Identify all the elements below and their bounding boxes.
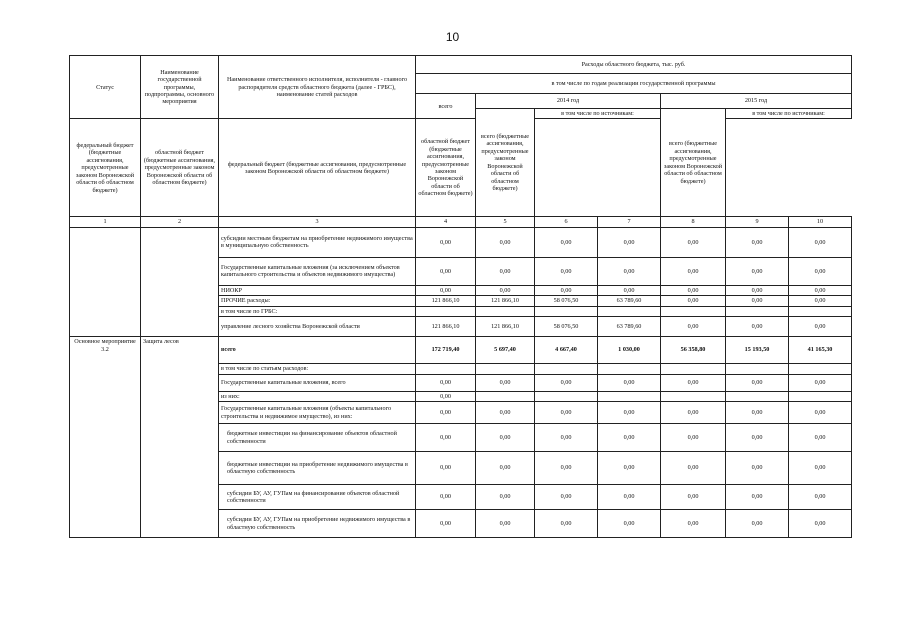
value-cell: 0,00 <box>416 510 476 538</box>
value-cell: 0,00 <box>726 285 789 295</box>
page-number: 10 <box>445 30 460 44</box>
value-cell: 121 866,10 <box>416 317 476 337</box>
value-cell: 5 697,40 <box>476 337 535 364</box>
value-cell: 0,00 <box>598 402 661 424</box>
value-cell: 0,00 <box>535 485 598 510</box>
value-cell: 0,00 <box>726 402 789 424</box>
value-cell: 0,00 <box>416 391 476 401</box>
row-name: Государственные капитальные вложения (за исключением объектов капитального строительства и объектов недвижимого имущества) <box>219 257 416 285</box>
value-cell: 0,00 <box>416 285 476 295</box>
value-cell: 0,00 <box>726 510 789 538</box>
value-cell <box>726 306 789 316</box>
value-cell <box>726 364 789 374</box>
value-cell: 0,00 <box>535 227 598 257</box>
budget-table <box>69 55 852 538</box>
row-name: в том числе по ГРБС: <box>219 306 416 316</box>
value-cell: 4 667,40 <box>535 337 598 364</box>
row-name: бюджетные инвестиции на финансирование объектов областной собственности <box>219 424 416 452</box>
value-cell: 0,00 <box>789 374 852 391</box>
value-cell <box>535 364 598 374</box>
value-cell: 0,00 <box>661 296 726 306</box>
value-cell <box>789 306 852 316</box>
value-cell: 63 789,60 <box>598 296 661 306</box>
value-cell <box>476 391 535 401</box>
header-by-sources-2014: в том числе по источникам: <box>535 109 661 119</box>
row-name: субсидии БУ, АУ, ГУПам на приобретение недвижимого имущества в областную собственность <box>219 510 416 538</box>
header-status: Статус <box>70 56 141 119</box>
value-cell: 0,00 <box>789 485 852 510</box>
row-name: Государственные капитальные вложения, всего <box>219 374 416 391</box>
header-regional-2015: областной бюджет (бюджетные ассигнования, предусмотренные законом Воронежской области об областном бюджете) <box>416 119 476 217</box>
value-cell: 0,00 <box>661 374 726 391</box>
header-federal-2015: федеральный бюджет (бюджетные ассигнования, предусмотренные законом Воронежской области об областном бюджете) <box>219 119 416 217</box>
value-cell: 0,00 <box>789 257 852 285</box>
header-total-budget-2015: всего (бюджетные ассигнования, предусмотренные законом Воронежской области об областном бюджете) <box>661 109 726 217</box>
value-cell <box>476 306 535 316</box>
value-cell: 56 358,80 <box>661 337 726 364</box>
row-name: всего <box>219 337 416 364</box>
value-cell: 0,00 <box>661 485 726 510</box>
value-cell: 0,00 <box>789 510 852 538</box>
col-number: 7 <box>598 217 661 227</box>
header-total-budget-2014: всего (бюджетные ассигнования, предусмотренные законом Воронежской области об областном бюджете) <box>476 109 535 217</box>
value-cell: 0,00 <box>416 452 476 485</box>
value-cell: 0,00 <box>416 257 476 285</box>
event-name: Защита лесов <box>141 337 219 538</box>
row-name: Государственные капитальные вложения (объекты капитального строительства и недвижимое имущество), из них: <box>219 402 416 424</box>
value-cell: 0,00 <box>661 402 726 424</box>
value-cell: 121 866,10 <box>476 317 535 337</box>
value-cell: 0,00 <box>476 374 535 391</box>
value-cell: 0,00 <box>726 296 789 306</box>
value-cell: 15 193,50 <box>726 337 789 364</box>
header-year-2014: 2014 год <box>476 94 661 109</box>
col-number: 9 <box>726 217 789 227</box>
value-cell: 0,00 <box>598 485 661 510</box>
header-federal-2014: федеральный бюджет (бюджетные ассигнования, предусмотренные законом Воронежской области об областном бюджете) <box>70 119 141 217</box>
col-number: 4 <box>416 217 476 227</box>
col-number: 3 <box>219 217 416 227</box>
row-name: в том числе по статьям расходов: <box>219 364 416 374</box>
value-cell <box>598 306 661 316</box>
value-cell: 0,00 <box>789 424 852 452</box>
row-name: НИОКР <box>219 285 416 295</box>
value-cell: 0,00 <box>476 485 535 510</box>
value-cell: 0,00 <box>476 424 535 452</box>
header-total: всего <box>416 94 476 119</box>
col-number: 5 <box>476 217 535 227</box>
value-cell: 0,00 <box>535 285 598 295</box>
value-cell: 0,00 <box>789 402 852 424</box>
value-cell: 0,00 <box>476 510 535 538</box>
value-cell: 0,00 <box>535 402 598 424</box>
value-cell: 121 866,10 <box>416 296 476 306</box>
header-year-2015: 2015 год <box>661 94 852 109</box>
value-cell: 0,00 <box>598 285 661 295</box>
value-cell: 0,00 <box>476 227 535 257</box>
col-number: 1 <box>70 217 141 227</box>
value-cell <box>416 364 476 374</box>
header-by-sources-2015: в том числе по источникам: <box>726 109 852 119</box>
header-by-years: в том числе по годам реализации государственной программы <box>416 74 852 94</box>
value-cell: 0,00 <box>598 424 661 452</box>
value-cell: 58 076,50 <box>535 317 598 337</box>
value-cell: 121 866,10 <box>476 296 535 306</box>
value-cell: 1 030,00 <box>598 337 661 364</box>
value-cell: 0,00 <box>476 285 535 295</box>
value-cell <box>535 306 598 316</box>
value-cell <box>661 391 726 401</box>
value-cell: 0,00 <box>661 285 726 295</box>
value-cell: 0,00 <box>661 510 726 538</box>
col-number: 8 <box>661 217 726 227</box>
value-cell: 0,00 <box>789 296 852 306</box>
value-cell: 0,00 <box>476 452 535 485</box>
event-status: Основное мероприятие 3.2 <box>70 337 141 538</box>
col-number: 2 <box>141 217 219 227</box>
table-row <box>70 337 852 364</box>
value-cell: 0,00 <box>535 452 598 485</box>
value-cell: 0,00 <box>789 452 852 485</box>
value-cell <box>598 391 661 401</box>
row-name: управление лесного хозяйства Воронежской области <box>219 317 416 337</box>
value-cell <box>789 364 852 374</box>
value-cell: 0,00 <box>726 227 789 257</box>
value-cell: 63 789,60 <box>598 317 661 337</box>
value-cell: 0,00 <box>789 317 852 337</box>
value-cell: 0,00 <box>726 452 789 485</box>
value-cell <box>476 364 535 374</box>
value-cell: 0,00 <box>598 452 661 485</box>
header-expenses-title: Расходы областного бюджета, тыс. руб. <box>416 56 852 74</box>
col-number: 10 <box>789 217 852 227</box>
row-name: бюджетные инвестиции на приобретение недвижимого имущества в областную собственность <box>219 452 416 485</box>
value-cell: 0,00 <box>661 317 726 337</box>
row-name: субсидии БУ, АУ, ГУПам на финансирование объектов областной собственности <box>219 485 416 510</box>
value-cell <box>535 391 598 401</box>
program-cell <box>141 227 219 336</box>
value-cell: 58 076,50 <box>535 296 598 306</box>
header-program-name: Наименование государственной программы, подпрограммы, основного мероприятия <box>141 56 219 119</box>
status-cell <box>70 227 141 336</box>
row-name: субсидии местным бюджетам на приобретение недвижимого имущества в муниципальную собственность <box>219 227 416 257</box>
value-cell: 0,00 <box>598 510 661 538</box>
header-regional-2014: областной бюджет (бюджетные ассигнования, предусмотренные законом Воронежской области об областном бюджете) <box>141 119 219 217</box>
value-cell: 0,00 <box>789 285 852 295</box>
value-cell <box>789 391 852 401</box>
value-cell: 41 165,30 <box>789 337 852 364</box>
value-cell: 0,00 <box>535 257 598 285</box>
value-cell: 0,00 <box>726 257 789 285</box>
value-cell: 0,00 <box>598 374 661 391</box>
table-row <box>70 227 852 257</box>
value-cell: 0,00 <box>726 317 789 337</box>
col-number: 6 <box>535 217 598 227</box>
row-name: ПРОЧИЕ расходы: <box>219 296 416 306</box>
row-name: из них: <box>219 391 416 401</box>
value-cell: 0,00 <box>598 257 661 285</box>
value-cell: 0,00 <box>416 227 476 257</box>
value-cell: 0,00 <box>726 485 789 510</box>
value-cell: 0,00 <box>789 227 852 257</box>
value-cell: 0,00 <box>598 227 661 257</box>
value-cell <box>726 391 789 401</box>
value-cell <box>598 364 661 374</box>
value-cell: 0,00 <box>416 374 476 391</box>
value-cell: 0,00 <box>661 257 726 285</box>
value-cell <box>661 364 726 374</box>
value-cell: 0,00 <box>416 402 476 424</box>
value-cell: 0,00 <box>661 424 726 452</box>
value-cell: 172 719,40 <box>416 337 476 364</box>
value-cell: 0,00 <box>726 374 789 391</box>
value-cell: 0,00 <box>476 402 535 424</box>
value-cell: 0,00 <box>535 374 598 391</box>
value-cell: 0,00 <box>535 424 598 452</box>
value-cell: 0,00 <box>476 257 535 285</box>
value-cell <box>661 306 726 316</box>
header-executor-name: Наименование ответственного исполнителя, исполнителя - главного распорядителя средств областного бюджета (далее - ГРБС), наименование статей расходов <box>219 56 416 119</box>
value-cell: 0,00 <box>416 485 476 510</box>
value-cell: 0,00 <box>661 227 726 257</box>
value-cell: 0,00 <box>535 510 598 538</box>
value-cell: 0,00 <box>661 452 726 485</box>
value-cell <box>416 306 476 316</box>
value-cell: 0,00 <box>416 424 476 452</box>
value-cell: 0,00 <box>726 424 789 452</box>
